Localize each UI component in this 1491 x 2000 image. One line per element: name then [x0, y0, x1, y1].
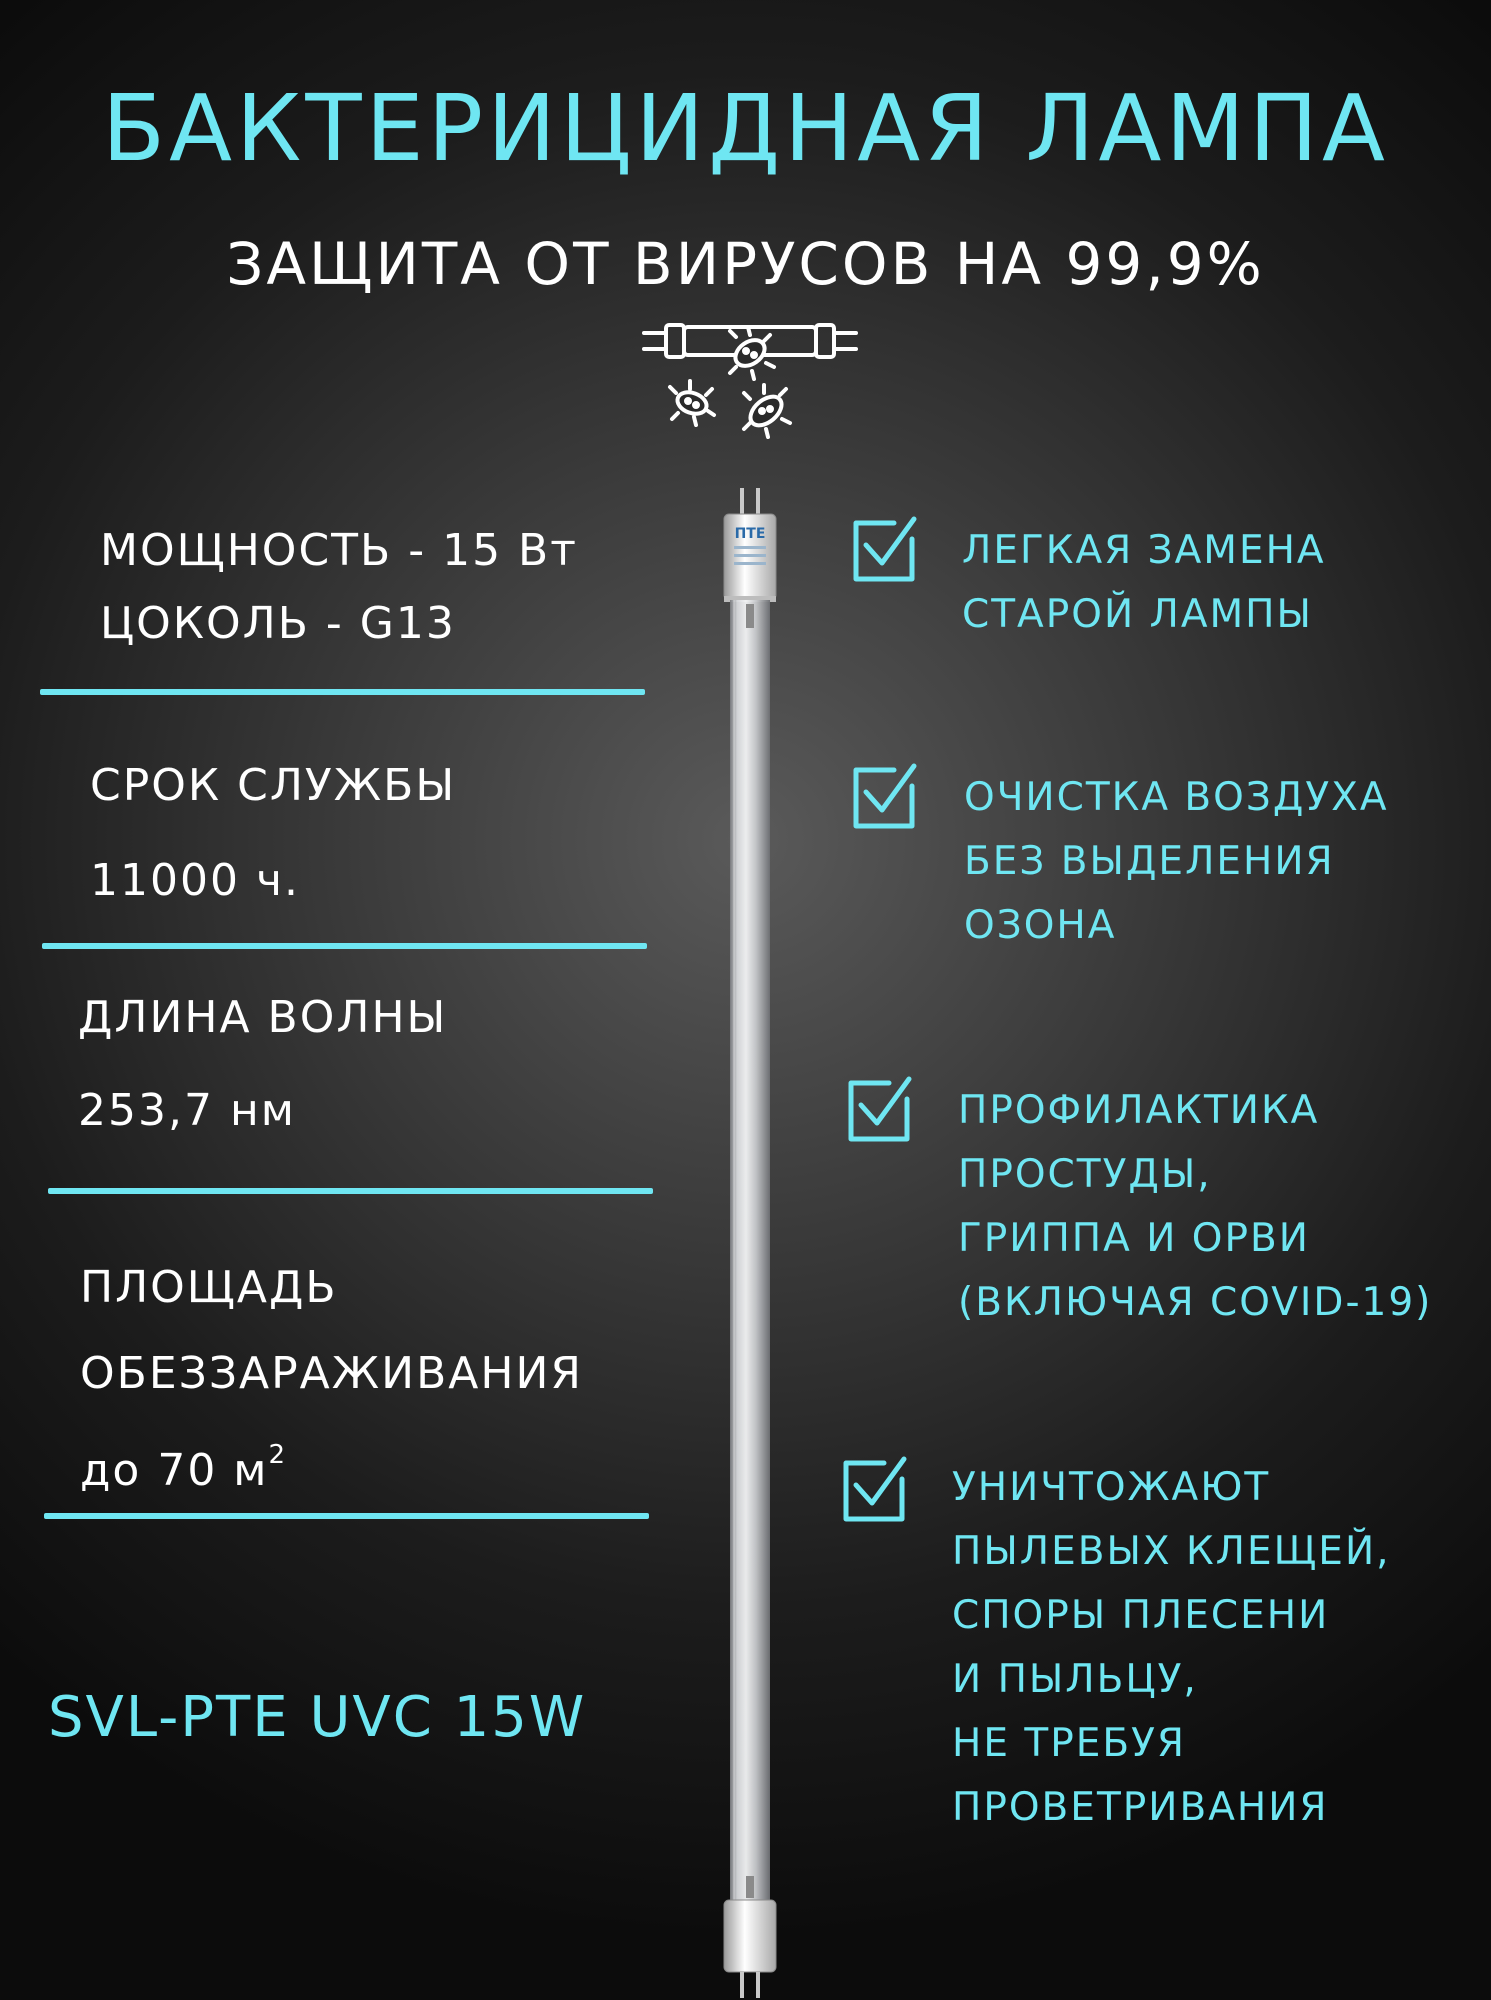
lamp-brand-label: ПТЕ [734, 526, 766, 542]
lamp-bacteria-icon [640, 315, 860, 440]
uv-lamp-image [710, 488, 790, 1998]
divider [40, 689, 645, 695]
page-subtitle: ЗАЩИТА ОТ ВИРУСОВ НА 99,9% [226, 230, 1265, 298]
spec-base: ЦОКОЛЬ - G13 [100, 598, 456, 649]
checkbox-check-icon [850, 762, 920, 832]
spec-area-label-1: ПЛОЩАДЬ [80, 1262, 338, 1313]
checkbox-check-icon [850, 515, 920, 585]
spec-area-value: до 70 $м^2$ [80, 1440, 288, 1496]
spec-lifetime-label: СРОК СЛУЖБЫ [90, 760, 457, 811]
checkbox-check-icon [845, 1075, 915, 1145]
feature-text: ОЧИСТКА ВОЗДУХА БЕЗ ВЫДЕЛЕНИЯ ОЗОНА [964, 775, 1389, 948]
divider [42, 943, 647, 949]
feature-item [850, 762, 920, 836]
model-name: SVL-PTE UVC 15W [48, 1685, 587, 1750]
feature-text: ЛЕГКАЯ ЗАМЕНА СТАРОЙ ЛАМПЫ [962, 528, 1326, 637]
feature-item [850, 515, 920, 589]
page-title: БАКТЕРИЦИДНАЯ ЛАМПА [101, 75, 1389, 182]
feature-text: УНИЧТОЖАЮТ ПЫЛЕВЫХ КЛЕЩЕЙ, СПОРЫ ПЛЕСЕНИ И ПЫЛЬЦУ, НЕ ТРЕБУЯ ПРОВЕТРИВАНИЯ [952, 1465, 1391, 1830]
divider [44, 1513, 649, 1519]
feature-text: ПРОФИЛАКТИКА ПРОСТУДЫ, ГРИППА И ОРВИ (ВКЛЮЧАЯ COVID-19) [958, 1088, 1433, 1325]
feature-item [840, 1455, 910, 1529]
feature-item [845, 1075, 915, 1149]
spec-area-label-2: ОБЕЗЗАРАЖИВАНИЯ [80, 1348, 583, 1399]
spec-wavelength-label: ДЛИНА ВОЛНЫ [78, 992, 448, 1043]
spec-power: МОЩНОСТЬ - 15 Вт [100, 525, 578, 576]
spec-lifetime-value: 11000 ч. [90, 855, 300, 906]
checkbox-check-icon [840, 1455, 910, 1525]
spec-wavelength-value: 253,7 нм [78, 1085, 296, 1136]
divider [48, 1188, 653, 1194]
